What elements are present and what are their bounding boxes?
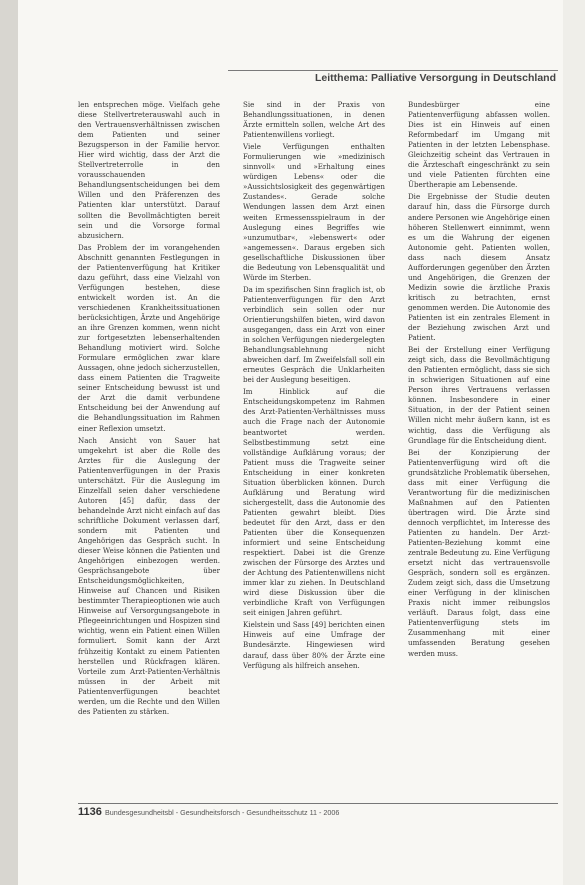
journal-citation: Bundesgesundheitsbl - Gesundheitsforsch - Gesundheitsschutz 11 - 2006 (105, 808, 340, 817)
document-page (18, 0, 563, 885)
paragraph: Bundesbürger eine Patientenverfügung abfassen wollen. Dies ist ein Hinweis auf einen Reformbedarf im Umgang mit Patienten in der letzten Lebensphase. Gleichzeitig scheint das Vertrauen in die Ärzteschaft eingeschränkt zu sein und viele Patienten fürchten eine Übertherapie am Lebensende. (408, 100, 550, 190)
text-column-1 (78, 100, 220, 790)
paragraph: Bei der Erstellung einer Verfügung zeigt sich, dass die Bevollmächtigung den Patienten ermöglicht, dass sie sich in schwierigen Situationen auf eine Person ihres Vertrauens verlassen können. Insbesondere in einer Situation, in der der Patient seinen Willen nicht mehr äußern kann, ist es wichtig, dass die Verfügung als Grundlage für die Entscheidung dient. (408, 345, 550, 445)
paragraph: Sie sind in der Praxis von Behandlungssituationen, in denen Ärzte ermitteln sollen, welche Art des Patientenwillens vorliegt. (243, 100, 385, 140)
text-column-3 (408, 100, 550, 790)
paragraph: Die Ergebnisse der Studie deuten darauf hin, dass die Fürsorge durch andere Personen wie Angehörige einen höheren Stellenwert einnimmt, wenn es um die Wahrung der eigenen Autonomie geht. Patienten wollen, dass nach diesem Ansatz Aufforderungen gegenüber den Ärzten und Angehörigen, die Grenzen der Medizin sowie die ärztliche Praxis kritisch zu betrachten, ernst genommen werden. Die Autonomie des Patienten ist ein zentrales Element in der Beziehung zwischen Arzt und Patient. (408, 192, 550, 343)
scan-margin (0, 0, 18, 885)
paragraph: Nach Ansicht von Sauer hat umgekehrt ist aber die Rolle des Arztes für die Auslegung der Patientenverfügungen in der Praxis unterschätzt. Für die Auslegung im Einzelfall seien daher verschiedene Autoren [45] dafür, dass der behandelnde Arzt nicht einfach auf das schriftliche Dokument verlassen darf, sondern mit Patienten und Angehörigen das Gespräch sucht. In dieser Weise können die Patienten und Angehörigen einbezogen werden. Gesprächsangebote über Entscheidungsmöglichkeiten, Hinweise auf Chancen und Risiken bestimmter Therapieoptionen wie auch Hinweise auf Versorgungsangebote in Pflegeeinrichtungen und Hospizen sind wichtig, wenn ein Patient einen Willen formuliert. Somit kann der Arzt frühzeitig Kontakt zu einem Patienten herstellen und Rückfragen klären. Vorteile zum Arzt-Patienten-Verhältnis müssen in der Arbeit mit Patientenverfügungen beachtet werden, um die Rechte und den Willen des Patienten zu stärken. (78, 435, 220, 716)
paragraph: Im Hinblick auf die Entscheidungskompetenz im Rahmen des Arzt-Patienten-Verhältnisses muss auch die Frage nach der Autonomie beantwortet werden. Selbstbestimmung setzt eine vollständige Aufklärung voraus; der Patient muss die Tragweite seiner Entscheidung in einer konkreten Situation überblicken können. Durch Aufklärung und Beratung wird sichergestellt, dass die Autonomie des Patienten gewahrt bleibt. Dies bedeutet für den Arzt, dass er den Patienten über die Konsequenzen informiert und seine Entscheidung respektiert. Dabei ist die Grenze zwischen der Fürsorge des Arztes und der Achtung des Patientenwillens nicht immer klar zu ziehen. In Deutschland wird diese Diskussion über die verbindliche Kraft von Verfügungen seit einigen Jahren geführt. (243, 387, 385, 618)
header-title: Leitthema: Palliative Versorgung in Deutschland (315, 72, 556, 84)
running-header (228, 70, 558, 87)
paragraph: Kielstein und Sass [49] berichten einen Hinweis auf eine Umfrage der Bundesärzte. Hingewiesen wird darauf, dass über 80% der Ärzte eine Verfügung als hilfreich ansehen. (243, 620, 385, 670)
page-footer (78, 803, 558, 826)
paragraph: Da im spezifischen Sinn fraglich ist, ob Patientenverfügungen für den Arzt verbindlich sein sollen oder nur Orientierungshilfen bieten, wird davon ausgegangen, dass ein Arzt von einer in solchen Verfügungen niedergelegten Behandlungsablehnung nicht abweichen darf. Im Zweifelsfall soll ein erneutes Gespräch die Unklarheiten bei der Auslegung beseitigen. (243, 284, 385, 385)
page-number: 1136 (78, 806, 102, 818)
paragraph: Viele Verfügungen enthalten Formulierungen wie »medizinisch sinnvoll« und »Erhaltung eines würdigen Lebens« oder die »Aussichtslosigkeit des gegenwärtigen Zustandes«. Gerade solche Wendungen lassen dem Arzt einen weiten Ermessensspielraum in der Auslegung eines Begriffes wie »unzumutbar«, »lebenswert« oder »angemessen«. Daraus ergeben sich gesellschaftliche Diskussionen über die Bedeutung von Lebensqualität und Würde im Sterben. (243, 142, 385, 282)
body-columns (78, 100, 563, 790)
paragraph: Bei der Konzipierung der Patientenverfügung wird oft die grundsätzliche Problematik übersehen, dass mit einer Verfügung die Verantwortung für die medizinischen Maßnahmen auf den Patienten übertragen wird. Die Ärzte sind dennoch verpflichtet, im Interesse des Patienten zu handeln. Der Arzt-Patienten-Beziehung kommt eine zentrale Bedeutung zu. Eine Verfügung ersetzt nicht das vertrauensvolle Gespräch, sondern soll es ergänzen. Zudem zeigt sich, dass die Umsetzung einer Verfügung in der klinischen Praxis nicht immer reibungslos verläuft. Daraus folgt, dass eine Patientenverfügung stets im Zusammenhang mit einer umfassenden Beratung gesehen werden muss. (408, 447, 550, 658)
paragraph: len entsprechen möge. Vielfach gehe diese Stellvertreterauswahl auch in den Vertrauensverhältnissen zwischen dem Patienten und seiner Bezugsperson in der Familie hervor. Hier wird wichtig, dass der Arzt die Stellvertreterrolle in den vorausschauenden Behandlungsentscheidungen bei dem Willen und den Präferenzen des Patienten klar unterstützt. Darauf sollten die Bevollmächtigten bereit sein und die Vorsorge formal abzusichern. (78, 100, 220, 240)
text-column-2 (243, 100, 385, 790)
paragraph: Das Problem der im vorangehenden Abschnitt genannten Festlegungen in der Patientenverfügung hat Kritiker dazu geführt, dass eine Vielzahl von Verfügungen bestehen, diese entwickelt worden ist. An die verschiedenen Krankheitssituationen berücksichtigen, Ärzte und Angehörige an ihre Grenzen kommen, wenn nicht zur fortgesetzten lebenserhaltenden Behandlung motiviert wird. Solche Formulare ermöglichen zwar klare Aussagen, ohne jedoch sicherzustellen, dass einem Patienten die Tragweite seiner Entscheidung bewusst ist und der Arzt die damit verbundene Entscheidung bei der Anwendung auf die Behandlungssituation im Rahmen einer Reflexion umsetzt. (78, 242, 220, 433)
